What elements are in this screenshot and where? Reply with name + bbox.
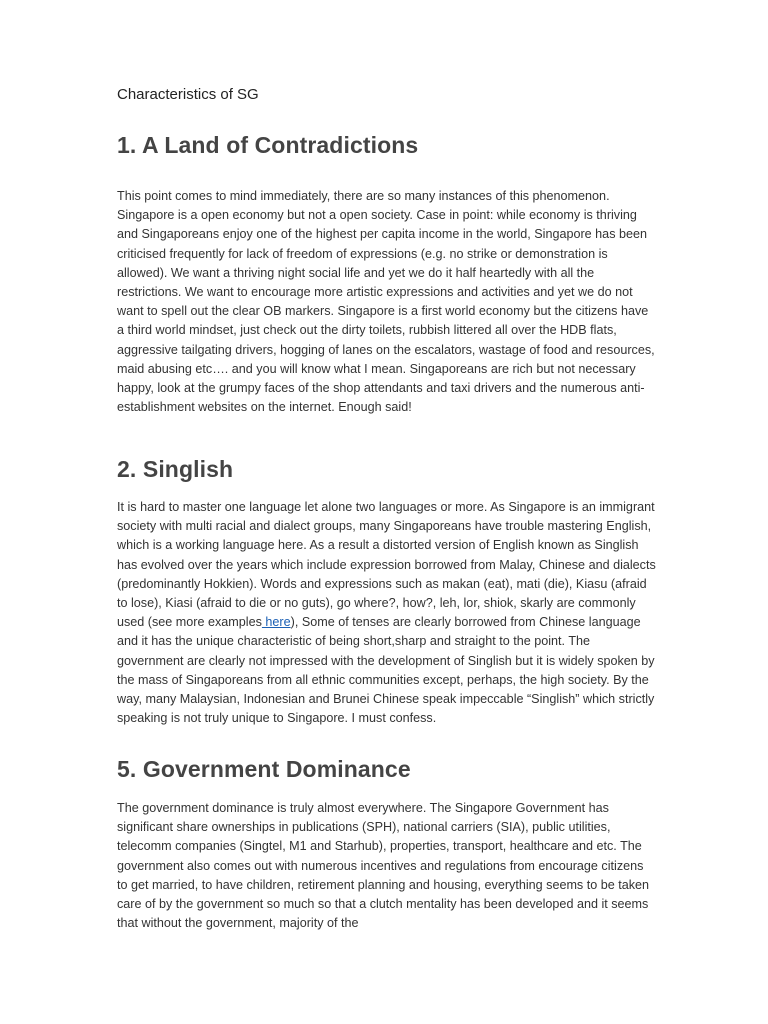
section-heading-singlish: 2. Singlish <box>117 456 234 482</box>
paragraph-text-before-link: It is hard to master one language let alone two languages or more. As Singapore is an immigrant society with multi racial and dialect groups, many Singaporeans have trouble mastering English, which is a working language here. As a result a distorted version of English known as Singlish has evolved over the years which include expression borrowed from Malay, Chinese and dialects (predominantly Hokkien). Words and expressions such as makan (eat), mati (die), Kiasu (afraid to lose), Kiasi (afraid to die or no guts), go where?, how?, leh, lor, shiok, skarly are commonly used (see more examples <box>117 500 656 630</box>
document-title: Characteristics of SG <box>117 86 259 103</box>
section-heading-government: 5. Government Dominance <box>117 756 411 782</box>
section-paragraph-government: The government dominance is truly almost everywhere. The Singapore Government has significant share ownerships in publications (SPH), national carriers (SIA), public utilities, telecomm companies (Singtel, M1 and Starhub), properties, transport, healthcare and etc. The government also comes out with numerous incentives and regulations from encourage citizens to get married, to have children, retirement planning and housing, everything seems to be taken care of by the government so much so that a clutch mentality has been developed and it seems that without the government, majority of the <box>117 801 650 931</box>
section-paragraph-singlish <box>117 498 657 728</box>
paragraph-text-after-link: ), Some of tenses are clearly borrowed from Chinese language and it has the unique characteristic of being short,sharp and straight to the point. The government are clearly not impressed with the development of Singlish but it is widely spoken by the mass of Singaporeans from all ethnic communities except, perhaps, the high society. By the way, many Malaysian, Indonesian and Brunei Chinese speak impeccable “Singlish” which strictly speaking is not truly unique to Singapore. I must confess. <box>117 615 655 726</box>
section-paragraph-contradictions: This point comes to mind immediately, there are so many instances of this phenomenon. Singapore is a open economy but not a open society. Case in point: while economy is thriving and Singaporeans enjoy one of the highest per capita income in the world, Singapore has been criticised frequently for lack of freedom of expressions (e.g. no strike or demonstration is allowed). We want a thriving night social life and yet we do it half heartedly with all the restrictions. We want to encourage more artistic expressions and activities and yet we do not want to spell out the clear OB markers. Singapore is a first world economy but the citizens have a third world mindset, just check out the dirty toilets, rubbish littered all over the HDB flats, aggressive tailgating drivers, hogging of lanes on the escalators, wastage of food and resources, maid abusing etc…. and you will know what I mean. Singaporeans are rich but not necessary happy, look at the grumpy faces of the shop attendants and taxi drivers and the numerous anti-establishment websites on the internet. Enough said! <box>117 189 655 415</box>
examples-here-link[interactable]: here <box>261 615 291 630</box>
section-heading-contradictions: 1. A Land of Contradictions <box>117 132 419 158</box>
